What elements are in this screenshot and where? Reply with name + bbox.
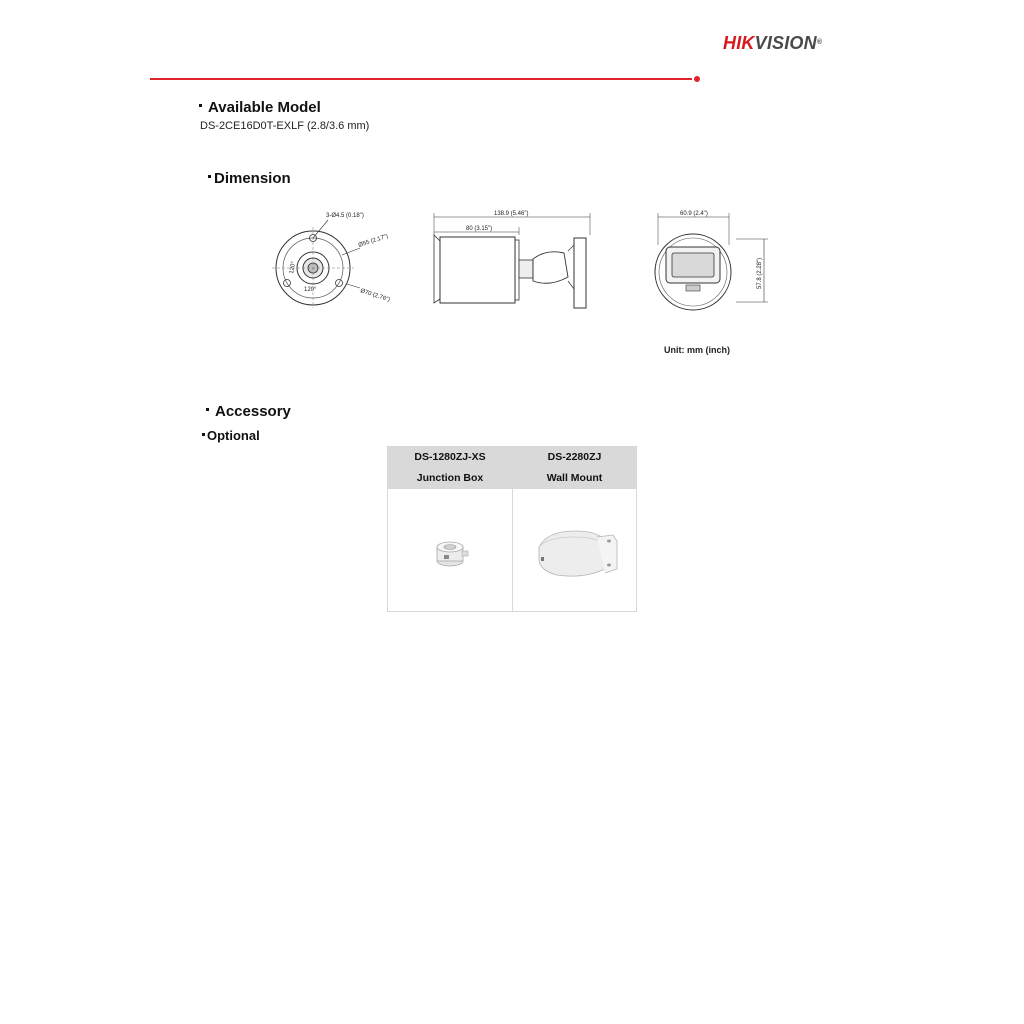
- accessory-title: Accessory: [215, 403, 291, 420]
- front-view-drawing: [648, 205, 773, 315]
- logo-red-text: HIK: [723, 33, 755, 53]
- accessory-name: Junction Box: [416, 472, 484, 484]
- hikvision-logo: [723, 33, 822, 53]
- accessory-junction-box: [388, 447, 513, 611]
- bullet-icon: [202, 433, 205, 436]
- dimension-title: Dimension: [214, 170, 291, 187]
- angle-left-label: 120°: [289, 261, 298, 275]
- height-label: 57.8 (2.28"): [757, 257, 763, 289]
- logo-registered-mark: ®: [816, 39, 823, 46]
- optional-heading: [202, 428, 260, 444]
- bullet-icon: [199, 104, 202, 107]
- dimension-heading: [208, 170, 291, 188]
- base-view-drawing: [262, 200, 412, 310]
- accessory-header: [513, 447, 636, 489]
- optional-label: Optional: [207, 428, 260, 443]
- holes-label: 3-Ø4.5 (0.18"): [326, 213, 364, 219]
- length-body-label: 80 (3.15"): [466, 226, 493, 232]
- length-total-label: 138.9 (5.46"): [494, 211, 529, 217]
- angle-bottom-label: 120°: [304, 287, 317, 293]
- side-view-drawing: [428, 205, 598, 315]
- d70-label: Ø70 (2.76"): [359, 288, 391, 304]
- accessory-model: DS-1280ZJ-XS: [414, 451, 486, 463]
- available-model-title: Available Model: [208, 99, 321, 116]
- accessory-table: [387, 446, 637, 612]
- bullet-icon: [206, 408, 209, 411]
- accessory-name: Wall Mount: [546, 472, 603, 484]
- header-divider: [150, 78, 692, 80]
- d55-label: Ø55 (2.17"): [357, 233, 389, 249]
- model-number: DS-2CE16D0T-EXLF (2.8/3.6 mm): [200, 120, 370, 132]
- logo-gray-text: VISION: [754, 33, 817, 53]
- unit-note: Unit: mm (inch): [664, 345, 730, 355]
- bullet-icon: [208, 175, 211, 178]
- accessory-heading: [206, 403, 291, 421]
- available-model-heading: [199, 99, 321, 117]
- header-divider-dot: [694, 76, 700, 82]
- accessory-wall-mount: [513, 447, 636, 611]
- accessory-model: DS-2280ZJ: [547, 451, 602, 463]
- junction-box-image: [388, 489, 512, 611]
- width-label: 60.9 (2.4"): [680, 211, 708, 217]
- accessory-header: [388, 447, 512, 489]
- wall-mount-image: [513, 489, 636, 611]
